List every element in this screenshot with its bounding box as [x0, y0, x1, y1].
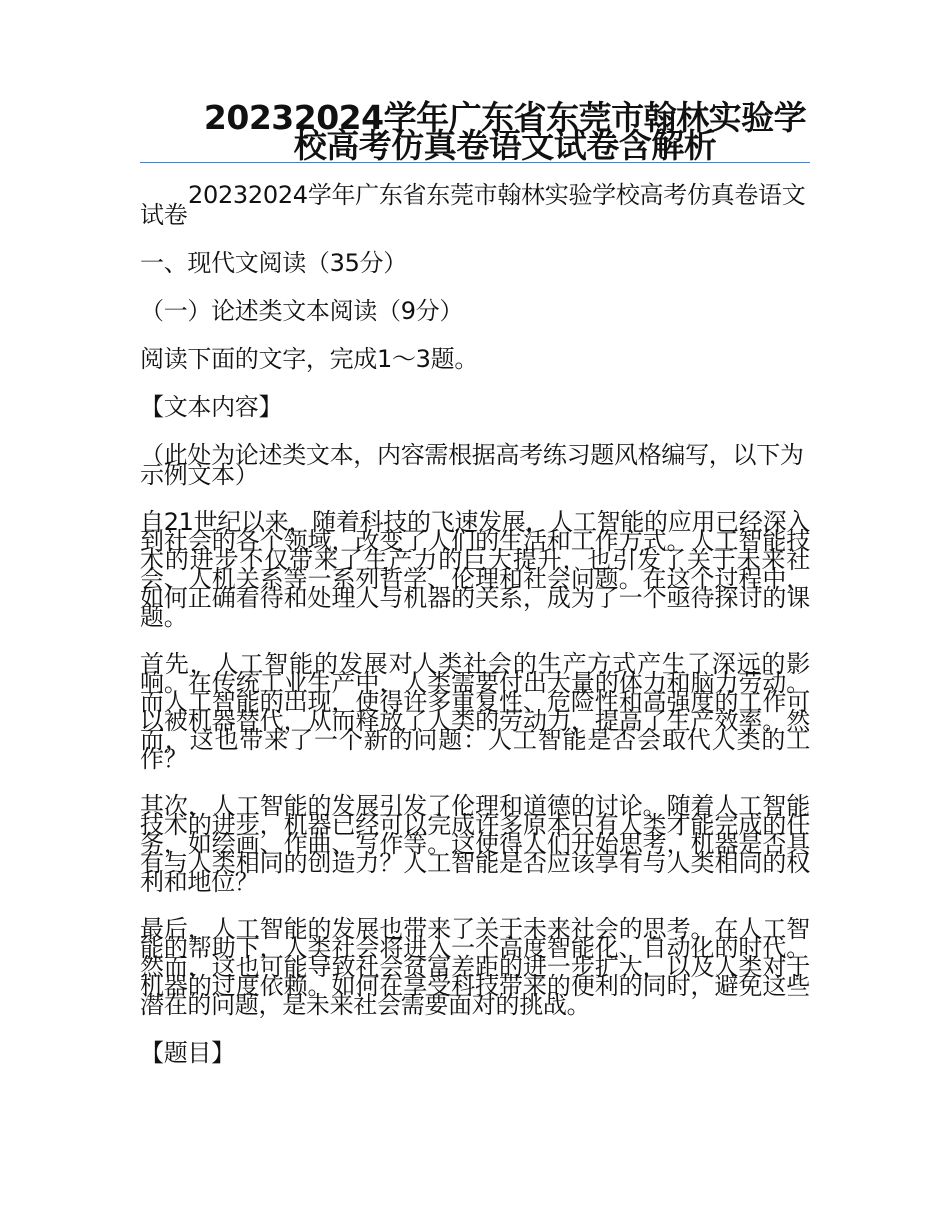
subsection-heading: （一）论述类文本阅读（9分） — [140, 297, 464, 325]
reading-instruction: 阅读下面的文字，完成1～3题。 — [140, 345, 479, 373]
question-label: 【题目】 — [140, 1039, 235, 1067]
document-title: 20232024学年广东省东莞市翰林实验学校高考仿真卷语文试卷含解析 — [203, 98, 807, 165]
body-paragraph: 首先，人工智能的发展对人类社会的生产方式产生了深远的影响。在传统工业生产中，人类需要付出大量的体力和脑力劳动。而人工智能的出现，使得许多重复性、危险性和高强度的工作可以被机器替代，从而释放了人类的劳动力，提高了生产效率。然而，这也带来了一个新的问题：人工智能是否会取代人类的工作？ — [140, 650, 810, 773]
text-content-label: 【文本内容】 — [140, 393, 283, 421]
body-paragraph: 最后，人工智能的发展也带来了关于未来社会的思考。在人工智能的帮助下，人类社会将进入一个高度智能化、自动化的时代。然而，这也可能导致社会贫富差距的进一步扩大，以及人类对于机器的过度依赖。如何在享受科技带来的便利的同时，避免这些潜在的问题，是未来社会需要面对的挑战。 — [140, 915, 810, 1019]
section-heading: 一、现代文阅读（35分） — [140, 249, 407, 277]
body-paragraph: 其次，人工智能的发展引发了伦理和道德的讨论。随着人工智能技术的进步，机器已经可以完成许多原本只有人类才能完成的任务，如绘画、作曲、写作等。这使得人们开始思考，机器是否具有与人类相同的创造力？人工智能是否应该享有与人类相同的权利和地位？ — [140, 792, 810, 896]
document-subtitle: 20232024学年广东省东莞市翰林实验学校高考仿真卷语文试卷 — [140, 181, 806, 229]
example-note: （此处为论述类文本，内容需根据高考练习题风格编写，以下为示例文本） — [140, 441, 804, 489]
body-paragraph: 自21世纪以来，随着科技的飞速发展，人工智能的应用已经深入到社会的各个领域，改变了人们的生活和工作方式。人工智能技术的进步不仅带来了生产力的巨大提升，也引发了关于未来社会、人机关系等一系列哲学、伦理和社会问题。在这个过程中，如何正确看待和处理人与机器的关系，成为了一个亟待探讨的课题。 — [140, 508, 810, 631]
document-page — [140, 0, 810, 1230]
